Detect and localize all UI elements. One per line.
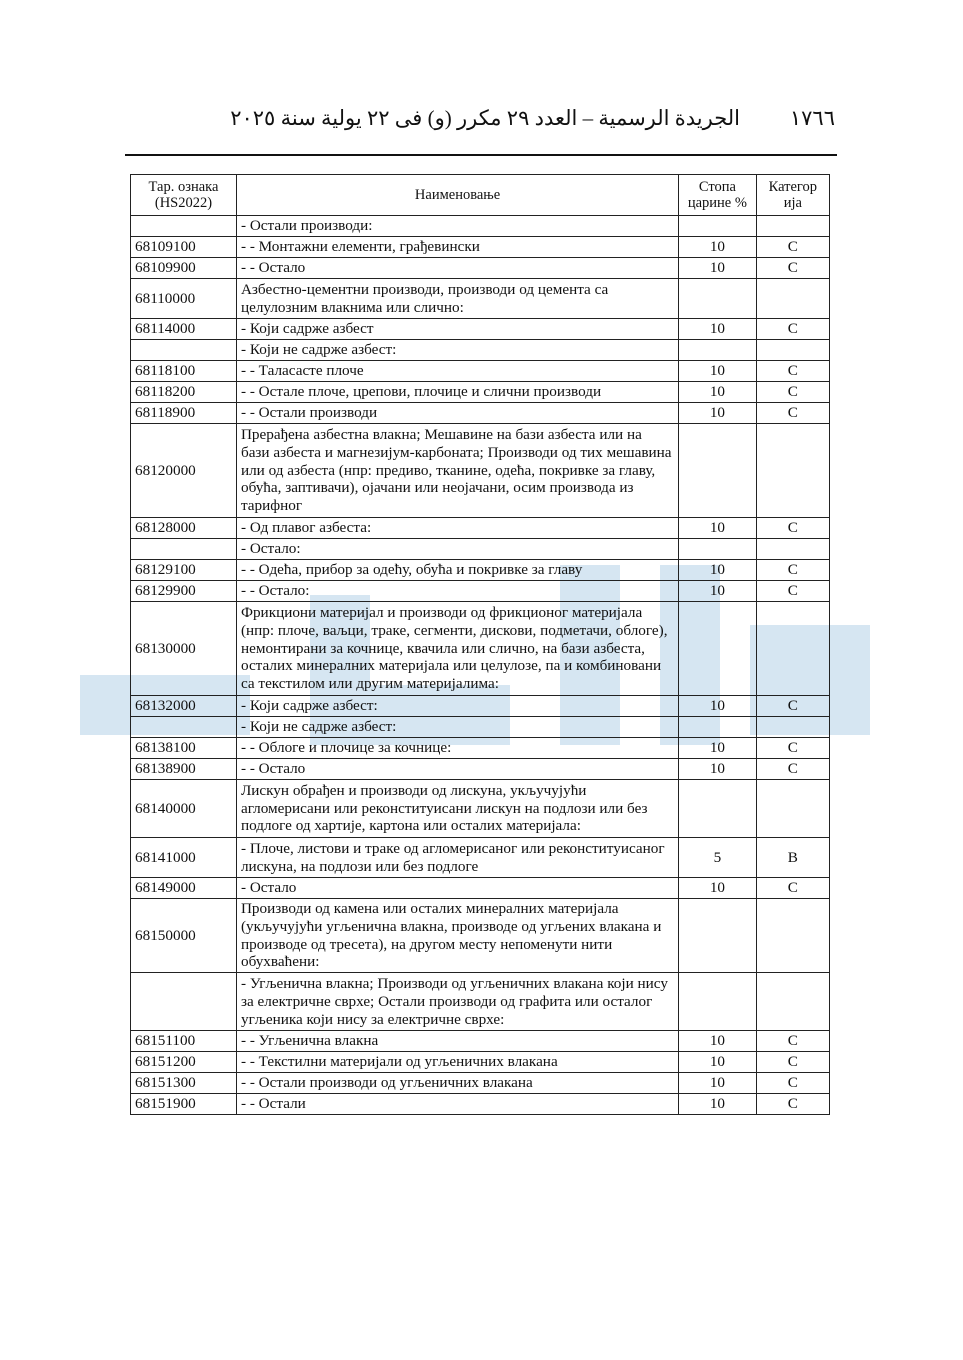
table-row xyxy=(131,1094,830,1115)
table-row xyxy=(131,560,830,581)
table-row xyxy=(131,878,830,899)
category xyxy=(756,539,829,560)
item-description: - - Монтажни елементи, грађевински xyxy=(236,237,678,258)
duty-rate xyxy=(679,717,756,738)
tariff-code: 68114000 xyxy=(131,319,237,340)
duty-rate xyxy=(679,279,756,319)
item-description: - - Облоге и плочице за кочнице: xyxy=(236,738,678,759)
tariff-code: 68138100 xyxy=(131,738,237,759)
table-row xyxy=(131,973,830,1031)
gazette-title: الجريدة الرسمية – العدد ٢٩ مكرر (و) فى ٢٢ يولية سنة ٢٠٢٥ xyxy=(230,106,740,130)
tariff-code: 68151900 xyxy=(131,1094,237,1115)
item-description: - - Таласасте плоче xyxy=(236,361,678,382)
tariff-code xyxy=(131,340,237,361)
category: C xyxy=(756,382,829,403)
category: C xyxy=(756,319,829,340)
category: C xyxy=(756,759,829,780)
item-description: - - Угљенична влакна xyxy=(236,1031,678,1052)
table-row xyxy=(131,1052,830,1073)
header-name: Наименовање xyxy=(236,175,678,216)
tariff-code: 68118100 xyxy=(131,361,237,382)
table-row xyxy=(131,424,830,518)
category: C xyxy=(756,878,829,899)
duty-rate xyxy=(679,899,756,973)
category: C xyxy=(756,258,829,279)
table-row xyxy=(131,581,830,602)
category: C xyxy=(756,560,829,581)
item-description: - Који не садрже азбест: xyxy=(236,717,678,738)
category xyxy=(756,899,829,973)
table-row xyxy=(131,279,830,319)
item-description: - - Остали производи xyxy=(236,403,678,424)
table-row xyxy=(131,258,830,279)
tariff-code: 68149000 xyxy=(131,878,237,899)
table-row xyxy=(131,361,830,382)
header-code: Тар. ознака (HS2022) xyxy=(131,175,237,216)
category: C xyxy=(756,403,829,424)
duty-rate: 10 xyxy=(679,518,756,539)
duty-rate: 10 xyxy=(679,696,756,717)
duty-rate xyxy=(679,340,756,361)
duty-rate: 10 xyxy=(679,319,756,340)
item-description: - Плоче, листови и траке од агломерисаног или реконституисаног лискуна, на подлози или без подлоге xyxy=(236,838,678,878)
tariff-code: 68141000 xyxy=(131,838,237,878)
tariff-code: 68110000 xyxy=(131,279,237,319)
table-row xyxy=(131,759,830,780)
category: C xyxy=(756,1031,829,1052)
table-row xyxy=(131,1073,830,1094)
table-row xyxy=(131,340,830,361)
category xyxy=(756,717,829,738)
table-row xyxy=(131,539,830,560)
table-row xyxy=(131,717,830,738)
tariff-code: 68151100 xyxy=(131,1031,237,1052)
duty-rate: 10 xyxy=(679,1073,756,1094)
item-description: - - Остало xyxy=(236,258,678,279)
item-description: - - Остало xyxy=(236,759,678,780)
item-description: Прерађена азбестна влакна; Мешавине на бази азбеста или на бази азбеста и магнезијум-карбоната; Производи од тих мешавина или од азбеста (нпр: предиво, тканине, одећа, покривке за главу, обућа, заптивачи), ојачани или неојачани, осим производа из тарифног xyxy=(236,424,678,518)
duty-rate xyxy=(679,780,756,838)
item-description: Азбестно-цементни производи, производи од цемента са целулозним влакнима или слично: xyxy=(236,279,678,319)
category xyxy=(756,340,829,361)
item-description: - Који не садрже азбест: xyxy=(236,340,678,361)
table-row xyxy=(131,382,830,403)
page-header xyxy=(125,106,835,142)
duty-rate: 10 xyxy=(679,403,756,424)
duty-rate: 10 xyxy=(679,258,756,279)
header-rate: Стопа царине % xyxy=(679,175,756,216)
duty-rate: 5 xyxy=(679,838,756,878)
table-row xyxy=(131,838,830,878)
item-description: - - Текстилни материјали од угљеничних влакана xyxy=(236,1052,678,1073)
item-description: - Од плавог азбеста: xyxy=(236,518,678,539)
category xyxy=(756,279,829,319)
duty-rate: 10 xyxy=(679,1094,756,1115)
category xyxy=(756,973,829,1031)
category: C xyxy=(756,581,829,602)
table-row xyxy=(131,780,830,838)
category: B xyxy=(756,838,829,878)
category: C xyxy=(756,1073,829,1094)
tariff-code xyxy=(131,973,237,1031)
item-description: - Који садрже азбест xyxy=(236,319,678,340)
duty-rate: 10 xyxy=(679,237,756,258)
item-description: - Остало xyxy=(236,878,678,899)
item-description: - - Остали xyxy=(236,1094,678,1115)
tariff-code: 68132000 xyxy=(131,696,237,717)
tariff-code: 68150000 xyxy=(131,899,237,973)
tariff-code xyxy=(131,717,237,738)
duty-rate: 10 xyxy=(679,361,756,382)
category: C xyxy=(756,237,829,258)
duty-rate: 10 xyxy=(679,1031,756,1052)
tariff-code xyxy=(131,539,237,560)
tariff-code: 68151200 xyxy=(131,1052,237,1073)
duty-rate xyxy=(679,216,756,237)
table-row xyxy=(131,518,830,539)
tariff-code: 68118200 xyxy=(131,382,237,403)
item-description: - - Остале плоче, црепови, плочице и слични производи xyxy=(236,382,678,403)
duty-rate: 10 xyxy=(679,581,756,602)
duty-rate xyxy=(679,602,756,696)
tariff-code: 68129900 xyxy=(131,581,237,602)
table-row xyxy=(131,1031,830,1052)
tariff-code: 68140000 xyxy=(131,780,237,838)
category: C xyxy=(756,518,829,539)
table-header-row xyxy=(131,175,830,216)
duty-rate: 10 xyxy=(679,382,756,403)
duty-rate: 10 xyxy=(679,759,756,780)
category xyxy=(756,780,829,838)
item-description: Фрикциони материјал и производи од фрикционог материјала (нпр: плоче, ваљци, траке, сегменти, дискови, подметачи, облоге), немонтирани за кочнице, квачила или слично, на бази азбеста, осталих минералних материјала или целулозе, па и комбиновани са текстилом или другим материјалима: xyxy=(236,602,678,696)
item-description: - Остало: xyxy=(236,539,678,560)
tariff-code: 68109100 xyxy=(131,237,237,258)
table-row xyxy=(131,602,830,696)
table-row xyxy=(131,237,830,258)
duty-rate xyxy=(679,424,756,518)
tariff-table xyxy=(130,174,830,1115)
tariff-code: 68120000 xyxy=(131,424,237,518)
table-row xyxy=(131,696,830,717)
header-rule xyxy=(125,154,837,156)
duty-rate: 10 xyxy=(679,1052,756,1073)
header-category: Категор ија xyxy=(756,175,829,216)
category: C xyxy=(756,738,829,759)
duty-rate: 10 xyxy=(679,878,756,899)
item-description: Лискун обрађен и производи од лискуна, укључујући агломерисани или реконституисани лискун на подлози или без подлоге од хартије, картона или осталих материјала: xyxy=(236,780,678,838)
table-row xyxy=(131,738,830,759)
tariff-code: 68151300 xyxy=(131,1073,237,1094)
category: C xyxy=(756,1052,829,1073)
table-row xyxy=(131,403,830,424)
category: C xyxy=(756,1094,829,1115)
table-row xyxy=(131,319,830,340)
duty-rate xyxy=(679,973,756,1031)
duty-rate xyxy=(679,539,756,560)
category xyxy=(756,424,829,518)
tariff-code: 68138900 xyxy=(131,759,237,780)
table-row xyxy=(131,899,830,973)
duty-rate: 10 xyxy=(679,738,756,759)
category xyxy=(756,216,829,237)
tariff-code: 68130000 xyxy=(131,602,237,696)
category: C xyxy=(756,696,829,717)
item-description: - Који садрже азбест: xyxy=(236,696,678,717)
category xyxy=(756,602,829,696)
item-description: - - Одећа, прибор за одећу, обућа и покривке за главу xyxy=(236,560,678,581)
duty-rate: 10 xyxy=(679,560,756,581)
category: C xyxy=(756,361,829,382)
item-description: Производи од камена или осталих минералних материјала (укључујући угљенична влакна, производе од угљених влакана и производе од тресета), на другом месту непоменути нити обухваћени: xyxy=(236,899,678,973)
tariff-code: 68109900 xyxy=(131,258,237,279)
item-description: - - Остало: xyxy=(236,581,678,602)
item-description: - Угљенична влакна; Производи од угљеничних влакана који нису за електричне сврхе; Остали производи од графита или осталог угљеника који нису за електричне сврхе: xyxy=(236,973,678,1031)
item-description: - Остали производи: xyxy=(236,216,678,237)
tariff-code: 68128000 xyxy=(131,518,237,539)
tariff-code xyxy=(131,216,237,237)
table-row xyxy=(131,216,830,237)
page-number: ١٧٦٦ xyxy=(789,106,835,130)
tariff-code: 68129100 xyxy=(131,560,237,581)
tariff-code: 68118900 xyxy=(131,403,237,424)
item-description: - - Остали производи од угљеничних влакана xyxy=(236,1073,678,1094)
